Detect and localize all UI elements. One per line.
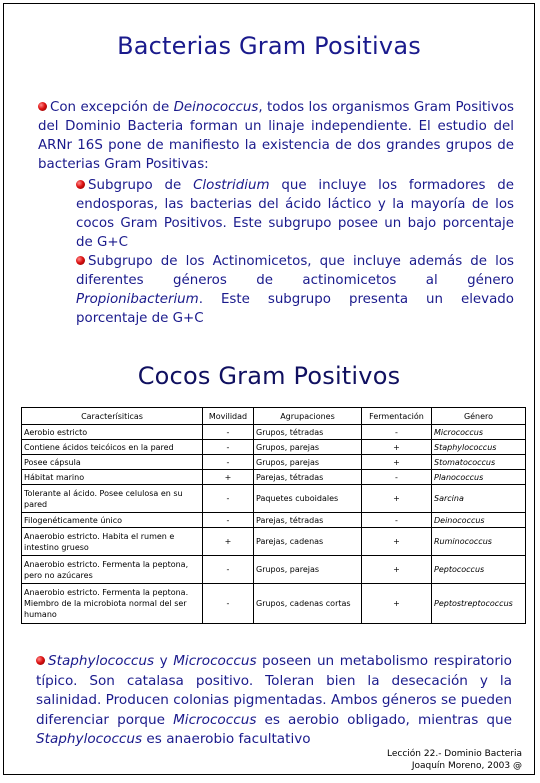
column-header: Agrupaciones [254, 408, 362, 425]
fermentation-cell: - [362, 425, 432, 440]
table-row [22, 425, 526, 440]
page-title: Bacterias Gram Positivas [117, 32, 421, 60]
motility-cell: - [203, 425, 254, 440]
table-header-row [22, 408, 526, 425]
intro-text-b: , todos los organismos Gram Positivos del Dominio Bacteria forman un linaje independiente. El estudio del ARNr 16S pone de manifiesto la existencia de dos grandes grupos de bacterias Gram Positivas: [38, 100, 514, 172]
footer-lesson: Lección 22.- Dominio Bacteria [387, 749, 522, 759]
genus-cell: Peptostreptococcus [432, 584, 526, 624]
intro-paragraph [38, 98, 514, 174]
sub1-genus: Clostridium [193, 178, 270, 193]
sub1-text-a: Subgrupo de [88, 178, 194, 193]
fermentation-cell: - [362, 513, 432, 528]
fermentation-cell: + [362, 528, 432, 556]
cocos-table [21, 407, 526, 624]
section-title: Cocos Gram Positivos [137, 362, 401, 390]
closing-genus-micro: Micrococcus [173, 653, 257, 669]
red-bullet-icon [76, 180, 85, 189]
column-header: Género [432, 408, 526, 425]
genus-cell: Staphylococcus [432, 440, 526, 455]
grouping-cell: Grupos, cadenas cortas [254, 584, 362, 624]
intro-text-a: Con excepción de [50, 100, 174, 115]
table-row [22, 455, 526, 470]
table-row [22, 485, 526, 513]
closing-text-a: poseen un metabolismo respiratorio típico. Son catalasa positivo. Toleran bien la desecación y la salinidad. Producen colonias pigmentadas. Ambos géneros se pueden diferenciar porque [36, 653, 513, 728]
characteristics-cell: Contiene ácidos teicóicos en la pared [22, 440, 203, 455]
fermentation-cell: - [362, 470, 432, 485]
table-row [22, 556, 526, 584]
column-header: Movilidad [203, 408, 254, 425]
characteristics-cell: Posee cápsula [22, 455, 203, 470]
motility-cell: - [203, 584, 254, 624]
motility-cell: - [203, 513, 254, 528]
slide-page [3, 3, 535, 775]
grouping-cell: Grupos, parejas [254, 440, 362, 455]
fermentation-cell: + [362, 440, 432, 455]
grouping-cell: Parejas, tétradas [254, 470, 362, 485]
table-row [22, 513, 526, 528]
genus-cell: Deinococcus [432, 513, 526, 528]
sub1-text-b: que incluye los formadores de endosporas, las bacterias del ácido láctico y la mayoría de los cocos Gram Positivos. Este subgrupo posee un bajo porcentaje de G+C [76, 178, 514, 250]
closing-genus-staph-2: Staphylococcus [36, 731, 143, 747]
red-bullet-icon [38, 102, 47, 111]
genus-cell: Micrococcus [432, 425, 526, 440]
characteristics-cell: Tolerante al ácido. Posee celulosa en su pared [22, 485, 203, 513]
characteristics-cell: Anaerobio estricto. Habita el rumen e intestino grueso [22, 528, 203, 556]
fermentation-cell: + [362, 455, 432, 470]
grouping-cell: Parejas, tétradas [254, 513, 362, 528]
characteristics-cell: Anaerobio estricto. Fermenta la peptona, pero no azúcares [22, 556, 203, 584]
characteristics-cell: Filogenéticamente único [22, 513, 203, 528]
genus-cell: Ruminococcus [432, 528, 526, 556]
genus-cell: Planococcus [432, 470, 526, 485]
characteristics-cell: Anaerobio estricto. Fermenta la peptona. Miembro de la microbiota normal del ser humano [22, 584, 203, 624]
grouping-cell: Paquetes cuboidales [254, 485, 362, 513]
sub2-text-b: . Este subgrupo presenta un elevado porcentaje de G+C [76, 292, 514, 326]
closing-genus-staph: Staphylococcus [48, 653, 155, 669]
sub2-text-a: Subgrupo de los Actinomicetos, que incluye además de los diferentes géneros de actinomicetos al género [76, 254, 514, 288]
grouping-cell: Grupos, tétradas [254, 425, 362, 440]
column-header: Caracterísiticas [22, 408, 203, 425]
motility-cell: + [203, 528, 254, 556]
motility-cell: - [203, 455, 254, 470]
intro-genus: Deinococcus [173, 100, 259, 115]
sub2-genus: Propionibacterium [76, 292, 199, 307]
footer-author: Joaquín Moreno, 2003 @ [411, 761, 522, 771]
characteristics-cell: Aerobio estricto [22, 425, 203, 440]
closing-paragraph [36, 652, 512, 750]
genus-cell: Peptococcus [432, 556, 526, 584]
table-row [22, 440, 526, 455]
grouping-cell: Parejas, cadenas [254, 528, 362, 556]
red-bullet-icon [76, 256, 85, 265]
subgroup-actinomicetos-paragraph [76, 252, 514, 328]
grouping-cell: Grupos, parejas [254, 556, 362, 584]
fermentation-cell: + [362, 485, 432, 513]
motility-cell: - [203, 556, 254, 584]
fermentation-cell: + [362, 556, 432, 584]
genus-cell: Stomatococcus [432, 455, 526, 470]
closing-text-y: y [154, 653, 174, 669]
table-row [22, 470, 526, 485]
closing-text-c: es anaerobio facultativo [142, 731, 311, 747]
table-row [22, 528, 526, 556]
characteristics-cell: Hábitat marino [22, 470, 203, 485]
footer-credit [387, 748, 522, 772]
genus-cell: Sarcina [432, 485, 526, 513]
fermentation-cell: + [362, 584, 432, 624]
closing-text-b: es aerobio obligado, mientras que [256, 711, 512, 728]
subgroup-clostridium-paragraph [76, 176, 514, 252]
closing-genus-micro-2: Micrococcus [173, 711, 257, 728]
grouping-cell: Grupos, parejas [254, 455, 362, 470]
red-bullet-icon [36, 656, 45, 665]
motility-cell: + [203, 470, 254, 485]
motility-cell: - [203, 440, 254, 455]
table-row [22, 584, 526, 624]
motility-cell: - [203, 485, 254, 513]
column-header: Fermentación [362, 408, 432, 425]
